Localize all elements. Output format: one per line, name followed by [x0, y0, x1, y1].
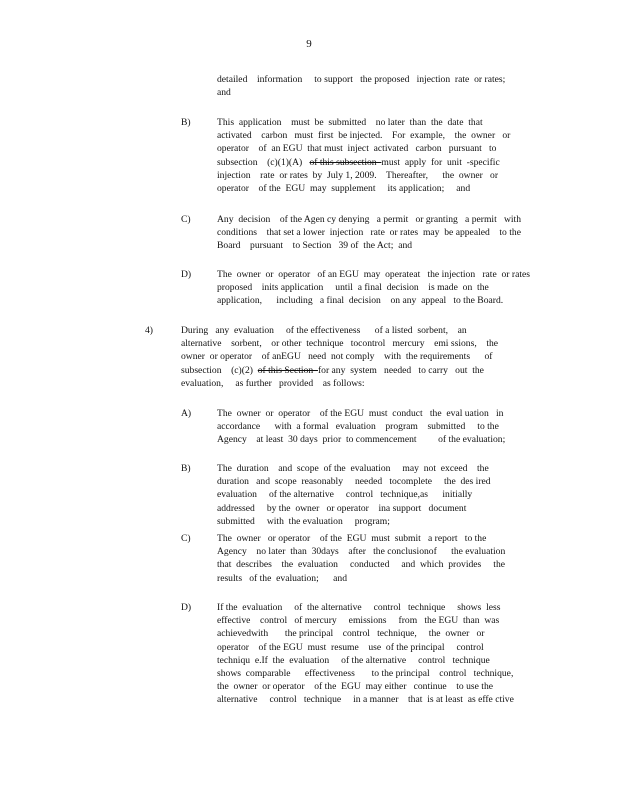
- paragraph-c-report: [217, 532, 505, 585]
- text-line: proposed inits application until a final decision is made on the: [217, 282, 489, 294]
- text-line: The owner or operator of an EGU may operateat the injection rate or rates: [217, 269, 531, 280]
- text-line: alternative control technique in a manner that is at least as effe ctive: [217, 694, 514, 706]
- text-line: results of the evaluation; and: [217, 572, 348, 584]
- text-line: The duration and scope of the evaluation may not exceed the: [217, 463, 489, 474]
- struck-text: of this Section: [257, 364, 318, 376]
- text-line: conditions that set a lower injection rate or rates may be appealed to the: [217, 227, 521, 239]
- text-line: operator of the EGU must resume use of the principal control: [217, 641, 484, 653]
- text-line: The owner or operator of the EGU must conduct the eval uation in: [217, 408, 504, 419]
- text-line: [217, 156, 510, 169]
- text-line: detailed information to support the proposed injection rate or rates;: [217, 74, 506, 85]
- text-line: activated carbon must first be injected. For example, the owner or: [217, 130, 511, 142]
- text-line: techniqu e.If the evaluation of the alternative control technique: [217, 654, 490, 666]
- text-line: Agency no later than 30days after the conclusionof the evaluation: [217, 546, 506, 558]
- text-line: shows comparable effectiveness to the principal control technique,: [217, 668, 514, 680]
- paragraph-d-operate: [217, 268, 530, 308]
- page-number: 9: [306, 38, 312, 50]
- text-line: Board pursuant to Section 39 of the Act; and: [217, 240, 413, 252]
- text-line: accordance with a formal evaluation program submitted to the: [217, 421, 499, 433]
- text-line: The owner or operator of the EGU must submit a report to the: [217, 533, 487, 544]
- text-line: application, including a final decision on any appeal to the Board.: [217, 295, 504, 307]
- paragraph-d-resume-principal: [217, 601, 514, 707]
- text-line: addressed by the owner or operator ina support document: [217, 502, 467, 514]
- item-label-d: D): [181, 602, 192, 613]
- text-line: operator of an EGU that must inject activated carbon pursuant to: [217, 143, 497, 155]
- text-line: alternative sorbent, or other technique tocontrol mercury emi ssions, the: [181, 338, 499, 350]
- text-segment: must apply for unit -specific: [381, 156, 500, 168]
- paragraph-b-duration: [217, 462, 491, 528]
- paragraph-a-formal-program: [217, 407, 505, 447]
- item-label-c: C): [181, 214, 191, 225]
- text-line: achievedwith the principal control technique, the owner or: [217, 628, 485, 640]
- text-line: and: [217, 87, 231, 99]
- text-line: duration and scope reasonably needed tocomplete the des ired: [217, 476, 491, 488]
- text-line: injection rate or rates by July 1, 2009. Thereafter, the owner or: [217, 169, 499, 181]
- item-label-b: B): [181, 117, 191, 128]
- item-label-c: C): [181, 533, 191, 544]
- intro-paragraph: [217, 73, 505, 99]
- item-label-4: 4): [145, 325, 153, 336]
- text-line: evaluation of the alternative control technique,as initially: [217, 489, 473, 501]
- paragraph-c-appeal: [217, 213, 521, 253]
- paragraph-4-evaluation: [181, 324, 498, 390]
- struck-text: of this subsection: [309, 156, 382, 168]
- text-line: evaluation, as further provided as follows:: [181, 377, 365, 389]
- text-line: the owner or operator of the EGU may either continue to use the: [217, 681, 494, 693]
- text-line: submitted with the evaluation program;: [217, 515, 390, 527]
- text-line: operator of the EGU may supplement its application; and: [217, 183, 471, 195]
- text-line: effective control of mercury emissions from the EGU than was: [217, 615, 500, 627]
- text-segment: subsection (c)(2): [181, 364, 258, 376]
- paragraph-b-application-deadline: [217, 116, 510, 195]
- text-line: Any decision of the Agen cy denying a permit or granting a permit with: [217, 214, 522, 225]
- text-line: that describes the evaluation conducted and which provides the: [217, 559, 505, 571]
- text-line: During any evaluation of the effectiveness of a listed sorbent, an: [181, 325, 467, 336]
- item-label-a: A): [181, 408, 192, 419]
- text-segment: subsection (c)(1)(A): [217, 156, 310, 168]
- text-segment: for any system needed to carry out the: [317, 364, 484, 376]
- item-label-d: D): [181, 269, 192, 280]
- text-line: This application must be submitted no later than the date that: [217, 117, 483, 128]
- text-line: [181, 364, 498, 377]
- text-line: Agency at least 30 days prior to commencement of the evaluation;: [217, 434, 506, 446]
- item-label-b: B): [181, 463, 191, 474]
- text-line: If the evaluation of the alternative control technique shows less: [217, 602, 501, 613]
- text-line: owner or operator of anEGU need not comply with the requirements of: [181, 351, 493, 363]
